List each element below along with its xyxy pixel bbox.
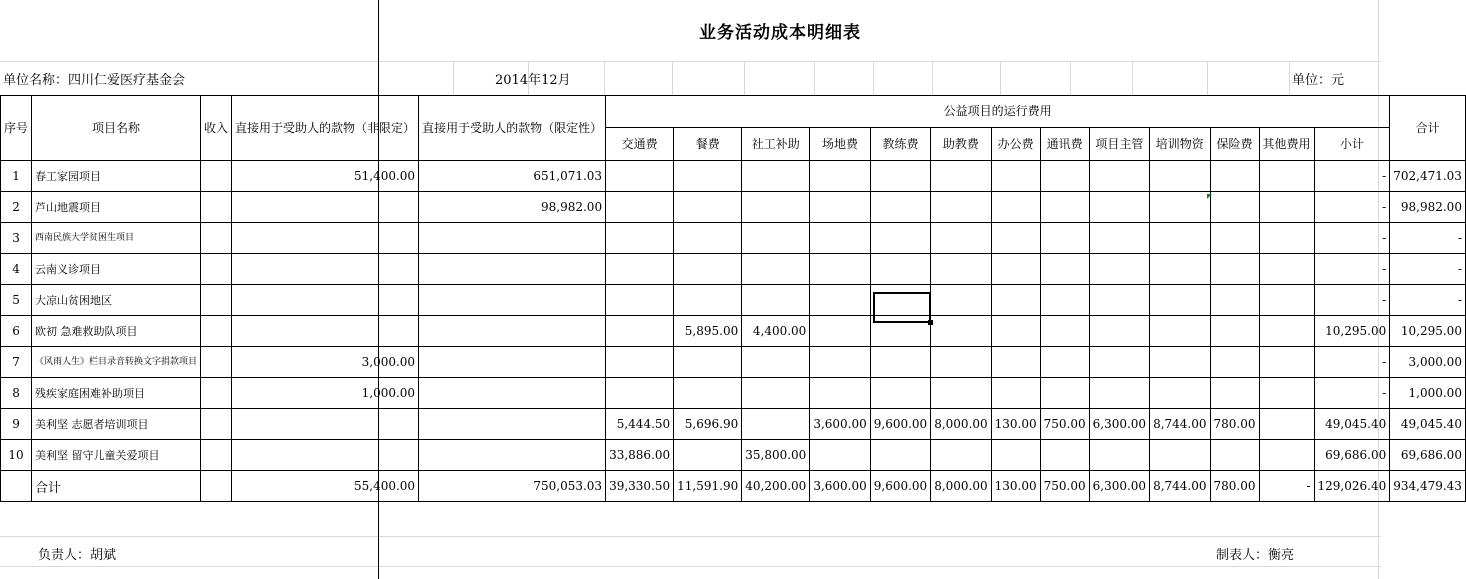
row-cell[interactable]: [1150, 223, 1210, 254]
row-project-name[interactable]: 春工家园项目: [32, 161, 201, 192]
row-cell[interactable]: 9,600.00: [870, 409, 930, 440]
row-project-name[interactable]: 《风雨人生》栏目录音转换文字捐款项目: [32, 347, 201, 378]
row-cell[interactable]: [1210, 161, 1259, 192]
row-cell[interactable]: [810, 440, 870, 471]
row-cell[interactable]: [419, 347, 606, 378]
row-cell[interactable]: [870, 223, 930, 254]
total-cell[interactable]: 750.00: [1040, 471, 1089, 502]
header-direct-unrestricted[interactable]: 直接用于受助人的款物（非限定）: [232, 96, 419, 161]
row-cell[interactable]: [606, 192, 674, 223]
total-cell[interactable]: 9,600.00: [870, 471, 930, 502]
row-cell[interactable]: [1210, 347, 1259, 378]
table-row: [1, 347, 1466, 378]
row-cell[interactable]: [931, 223, 991, 254]
total-cell[interactable]: 39,330.50: [606, 471, 674, 502]
row-cell[interactable]: -: [1314, 285, 1390, 316]
gridline: [453, 61, 454, 95]
row-cell[interactable]: [991, 161, 1040, 192]
table-row: [1, 378, 1466, 409]
row-cell[interactable]: [1040, 223, 1089, 254]
header-sub-12[interactable]: 小计: [1314, 128, 1390, 161]
gridline: [932, 61, 933, 95]
row-cell[interactable]: [991, 347, 1040, 378]
total-cell[interactable]: [201, 471, 232, 502]
row-cell[interactable]: [1040, 254, 1089, 285]
row-cell[interactable]: 98,982.00: [419, 192, 606, 223]
row-cell[interactable]: [870, 254, 930, 285]
row-cell[interactable]: [606, 161, 674, 192]
row-cell[interactable]: [201, 254, 232, 285]
row-cell[interactable]: [232, 254, 419, 285]
header-sub-7[interactable]: 通讯费: [1040, 128, 1089, 161]
total-cell[interactable]: 3,600.00: [810, 471, 870, 502]
row-cell[interactable]: [1259, 192, 1314, 223]
row-cell[interactable]: [870, 440, 930, 471]
row-cell[interactable]: [991, 285, 1040, 316]
row-cell[interactable]: [201, 409, 232, 440]
row-cell[interactable]: -: [1390, 254, 1466, 285]
row-cell[interactable]: [201, 285, 232, 316]
row-cell[interactable]: [1089, 254, 1149, 285]
header-income[interactable]: 收入: [201, 96, 232, 161]
row-cell[interactable]: [1259, 316, 1314, 347]
table-row: [1, 192, 1466, 223]
row-cell[interactable]: [674, 254, 742, 285]
currency-unit: 单位：元: [1292, 73, 1345, 88]
row-cell[interactable]: [810, 161, 870, 192]
preparer: 制表人：衡亮: [1216, 548, 1295, 563]
header-sub-0[interactable]: 交通费: [606, 128, 674, 161]
row-cell[interactable]: [1259, 409, 1314, 440]
row-cell[interactable]: [742, 378, 810, 409]
total-cell[interactable]: 8,000.00: [931, 471, 991, 502]
row-cell[interactable]: [201, 440, 232, 471]
row-cell[interactable]: [1089, 378, 1149, 409]
row-cell[interactable]: [931, 192, 991, 223]
header-sub-1[interactable]: 餐费: [674, 128, 742, 161]
header-sub-6[interactable]: 办公费: [991, 128, 1040, 161]
total-cell[interactable]: 40,200.00: [742, 471, 810, 502]
row-cell[interactable]: [1040, 161, 1089, 192]
total-cell[interactable]: 780.00: [1210, 471, 1259, 502]
row-cell[interactable]: [1089, 316, 1149, 347]
row-cell[interactable]: [201, 347, 232, 378]
row-cell[interactable]: [419, 254, 606, 285]
row-cell[interactable]: [810, 347, 870, 378]
frozen-pane-divider: [378, 0, 379, 579]
total-seq[interactable]: [1, 471, 32, 502]
total-label[interactable]: 合计: [32, 471, 201, 502]
row-cell[interactable]: [742, 254, 810, 285]
cost-detail-table: [0, 95, 1466, 502]
row-cell[interactable]: [1259, 347, 1314, 378]
row-project-name[interactable]: 西南民族大学贫困生项目: [32, 223, 201, 254]
row-cell[interactable]: [1040, 316, 1089, 347]
row-cell[interactable]: 651,071.03: [419, 161, 606, 192]
row-cell[interactable]: 98,982.00: [1390, 192, 1466, 223]
table-row: [1, 254, 1466, 285]
gridline: [0, 536, 1381, 537]
gridline: [1289, 61, 1290, 95]
row-cell[interactable]: -: [1314, 378, 1390, 409]
row-cell[interactable]: [931, 347, 991, 378]
header-sub-9[interactable]: 培训物资: [1150, 128, 1210, 161]
row-cell[interactable]: 3,000.00: [232, 347, 419, 378]
row-cell[interactable]: [201, 378, 232, 409]
row-cell[interactable]: [1210, 378, 1259, 409]
row-cell[interactable]: [931, 440, 991, 471]
row-cell[interactable]: [232, 285, 419, 316]
report-period: 2014年12月: [495, 73, 571, 88]
row-cell[interactable]: [1040, 285, 1089, 316]
header-sub-8[interactable]: 项目主管: [1089, 128, 1149, 161]
row-cell[interactable]: [1089, 440, 1149, 471]
row-cell[interactable]: [810, 378, 870, 409]
gridline: [672, 61, 673, 95]
row-project-name[interactable]: 残疾家庭困难补助项目: [32, 378, 201, 409]
row-seq[interactable]: 5: [1, 285, 32, 316]
row-cell[interactable]: [232, 440, 419, 471]
gridline: [744, 61, 745, 95]
row-cell[interactable]: [232, 223, 419, 254]
row-cell[interactable]: [870, 192, 930, 223]
row-cell[interactable]: [870, 347, 930, 378]
row-cell[interactable]: [991, 378, 1040, 409]
row-cell[interactable]: [931, 254, 991, 285]
row-cell[interactable]: [674, 440, 742, 471]
table-row: [1, 440, 1466, 471]
row-cell[interactable]: [232, 316, 419, 347]
row-seq[interactable]: 2: [1, 192, 32, 223]
row-cell[interactable]: [1150, 347, 1210, 378]
row-cell[interactable]: [606, 378, 674, 409]
row-cell[interactable]: 51,400.00: [232, 161, 419, 192]
row-cell[interactable]: -: [1314, 347, 1390, 378]
row-cell[interactable]: -: [1314, 192, 1390, 223]
gridline: [0, 61, 1381, 62]
row-cell[interactable]: [1040, 440, 1089, 471]
row-cell[interactable]: 5,895.00: [674, 316, 742, 347]
report-title: 业务活动成本明细表: [699, 23, 861, 43]
responsible-person: 负责人：胡斌: [38, 548, 117, 563]
row-cell[interactable]: 6,300.00: [1089, 409, 1149, 440]
table-row: [1, 409, 1466, 440]
row-seq[interactable]: 1: [1, 161, 32, 192]
gridline: [1070, 61, 1071, 95]
row-cell[interactable]: [1259, 223, 1314, 254]
row-cell[interactable]: [742, 285, 810, 316]
row-cell[interactable]: [419, 316, 606, 347]
row-cell[interactable]: [870, 378, 930, 409]
total-cell[interactable]: 750,053.03: [419, 471, 606, 502]
row-cell[interactable]: [1089, 223, 1149, 254]
row-cell[interactable]: 69,686.00: [1314, 440, 1390, 471]
row-cell[interactable]: -: [1314, 223, 1390, 254]
row-cell[interactable]: [931, 378, 991, 409]
row-seq[interactable]: 9: [1, 409, 32, 440]
row-cell[interactable]: [1259, 378, 1314, 409]
row-cell[interactable]: [1089, 347, 1149, 378]
header-sub-2[interactable]: 社工补助: [742, 128, 810, 161]
header-direct-restricted[interactable]: 直接用于受助人的款物（限定性）: [419, 96, 606, 161]
row-seq[interactable]: 3: [1, 223, 32, 254]
row-cell[interactable]: 33,886.00: [606, 440, 674, 471]
row-cell[interactable]: 4,400.00: [742, 316, 810, 347]
row-cell[interactable]: [991, 223, 1040, 254]
row-cell[interactable]: [991, 254, 1040, 285]
row-cell[interactable]: [1150, 254, 1210, 285]
row-cell[interactable]: 3,000.00: [1390, 347, 1466, 378]
row-cell[interactable]: [1210, 192, 1259, 223]
header-operating-costs[interactable]: 公益项目的运行费用: [606, 96, 1390, 128]
header-total[interactable]: 合计: [1390, 96, 1466, 161]
row-cell[interactable]: [606, 347, 674, 378]
row-cell[interactable]: [1040, 347, 1089, 378]
total-cell[interactable]: -: [1259, 471, 1314, 502]
row-cell[interactable]: [742, 409, 810, 440]
row-seq[interactable]: 7: [1, 347, 32, 378]
row-cell[interactable]: [1040, 192, 1089, 223]
row-cell[interactable]: [1259, 285, 1314, 316]
gridline: [604, 61, 605, 95]
header-sub-5[interactable]: 助教费: [931, 128, 991, 161]
row-cell[interactable]: [1040, 378, 1089, 409]
row-cell[interactable]: 702,471.03: [1390, 161, 1466, 192]
row-cell[interactable]: [742, 192, 810, 223]
total-cell[interactable]: 934,479.43: [1390, 471, 1466, 502]
row-cell[interactable]: [674, 347, 742, 378]
row-cell[interactable]: 750.00: [1040, 409, 1089, 440]
row-cell[interactable]: [1259, 254, 1314, 285]
row-cell[interactable]: [201, 161, 232, 192]
row-cell[interactable]: [810, 285, 870, 316]
row-cell[interactable]: 10,295.00: [1314, 316, 1390, 347]
row-cell[interactable]: [1210, 316, 1259, 347]
row-cell[interactable]: [1089, 285, 1149, 316]
row-cell[interactable]: 8,744.00: [1150, 409, 1210, 440]
row-cell[interactable]: [1150, 192, 1210, 223]
row-cell[interactable]: 3,600.00: [810, 409, 870, 440]
row-cell[interactable]: -: [1390, 223, 1466, 254]
row-cell[interactable]: [606, 285, 674, 316]
row-cell[interactable]: 35,800.00: [742, 440, 810, 471]
header-sub-10[interactable]: 保险费: [1210, 128, 1259, 161]
gridline: [1132, 61, 1133, 95]
row-cell[interactable]: [1089, 161, 1149, 192]
row-cell[interactable]: [674, 192, 742, 223]
row-project-name[interactable]: 欧初 急难救助队项目: [32, 316, 201, 347]
total-cell[interactable]: 11,591.90: [674, 471, 742, 502]
row-cell[interactable]: [674, 378, 742, 409]
row-cell[interactable]: [201, 192, 232, 223]
row-cell[interactable]: -: [1314, 254, 1390, 285]
row-cell[interactable]: [201, 223, 232, 254]
row-cell[interactable]: 1,000.00: [1390, 378, 1466, 409]
table-row: [1, 223, 1466, 254]
row-cell[interactable]: 130.00: [991, 409, 1040, 440]
row-cell[interactable]: [419, 223, 606, 254]
row-cell[interactable]: [931, 285, 991, 316]
row-project-name[interactable]: 云南义诊项目: [32, 254, 201, 285]
table-row: [1, 161, 1466, 192]
row-cell[interactable]: [419, 378, 606, 409]
row-project-name[interactable]: 美利坚 志愿者培训项目: [32, 409, 201, 440]
gridline: [814, 61, 815, 95]
row-cell[interactable]: [1259, 161, 1314, 192]
unit-name: 单位名称：四川仁爱医疗基金会: [3, 73, 186, 88]
row-cell[interactable]: [1259, 440, 1314, 471]
row-cell[interactable]: [810, 192, 870, 223]
row-cell[interactable]: [1210, 440, 1259, 471]
row-cell[interactable]: 69,686.00: [1390, 440, 1466, 471]
row-cell[interactable]: [810, 254, 870, 285]
row-cell[interactable]: [742, 161, 810, 192]
row-cell[interactable]: [674, 223, 742, 254]
gridline: [1207, 61, 1208, 95]
row-cell[interactable]: [742, 347, 810, 378]
row-cell[interactable]: [606, 254, 674, 285]
row-cell[interactable]: 5,696.90: [674, 409, 742, 440]
header-sub-3[interactable]: 场地费: [810, 128, 870, 161]
row-cell[interactable]: 8,000.00: [931, 409, 991, 440]
gridline: [873, 61, 874, 95]
row-cell[interactable]: [674, 161, 742, 192]
header-project[interactable]: 项目名称: [32, 96, 201, 161]
row-cell[interactable]: [1150, 285, 1210, 316]
row-cell[interactable]: -: [1314, 161, 1390, 192]
row-cell[interactable]: [931, 316, 991, 347]
row-project-name[interactable]: 美利坚 留守儿童关爱项目: [32, 440, 201, 471]
row-cell[interactable]: 780.00: [1210, 409, 1259, 440]
header-seq[interactable]: 序号: [1, 96, 32, 161]
total-cell[interactable]: 130.00: [991, 471, 1040, 502]
row-cell[interactable]: [1210, 223, 1259, 254]
row-seq[interactable]: 4: [1, 254, 32, 285]
cell-comment-marker: [1207, 194, 1212, 199]
row-seq[interactable]: 8: [1, 378, 32, 409]
row-cell[interactable]: 49,045.40: [1390, 409, 1466, 440]
row-cell[interactable]: [232, 409, 419, 440]
row-project-name[interactable]: 芦山地震项目: [32, 192, 201, 223]
total-row: [1, 471, 1466, 502]
table-row: [1, 285, 1466, 316]
total-cell[interactable]: 55,400.00: [232, 471, 419, 502]
row-cell[interactable]: [419, 409, 606, 440]
row-cell[interactable]: [991, 192, 1040, 223]
row-cell[interactable]: [1089, 192, 1149, 223]
gridline: [1000, 61, 1001, 95]
row-cell[interactable]: [1210, 254, 1259, 285]
row-cell[interactable]: [606, 223, 674, 254]
row-cell[interactable]: [991, 440, 1040, 471]
row-cell[interactable]: [810, 223, 870, 254]
row-cell[interactable]: [991, 316, 1040, 347]
row-cell[interactable]: [870, 161, 930, 192]
row-cell[interactable]: 49,045.40: [1314, 409, 1390, 440]
row-cell[interactable]: [931, 161, 991, 192]
row-cell[interactable]: [201, 316, 232, 347]
row-cell[interactable]: [1150, 161, 1210, 192]
row-project-name[interactable]: 大凉山贫困地区: [32, 285, 201, 316]
row-cell[interactable]: [232, 192, 419, 223]
row-cell[interactable]: [1150, 440, 1210, 471]
row-cell[interactable]: [810, 316, 870, 347]
row-cell[interactable]: [419, 285, 606, 316]
row-cell[interactable]: [1210, 285, 1259, 316]
row-seq[interactable]: 10: [1, 440, 32, 471]
total-cell[interactable]: 129,026.40: [1314, 471, 1390, 502]
header-sub-4[interactable]: 教练费: [870, 128, 930, 161]
row-cell[interactable]: 10,295.00: [1390, 316, 1466, 347]
selected-cell[interactable]: [873, 292, 931, 323]
gridline: [0, 566, 1381, 567]
row-cell[interactable]: [419, 440, 606, 471]
row-seq[interactable]: 6: [1, 316, 32, 347]
total-cell[interactable]: 8,744.00: [1150, 471, 1210, 502]
header-sub-11[interactable]: 其他费用: [1259, 128, 1314, 161]
total-cell[interactable]: 6,300.00: [1089, 471, 1149, 502]
row-cell[interactable]: [742, 223, 810, 254]
row-cell[interactable]: [1150, 378, 1210, 409]
table-row: [1, 316, 1466, 347]
row-cell[interactable]: [674, 285, 742, 316]
row-cell[interactable]: [606, 316, 674, 347]
row-cell[interactable]: 1,000.00: [232, 378, 419, 409]
row-cell[interactable]: [1150, 316, 1210, 347]
row-cell[interactable]: -: [1390, 285, 1466, 316]
row-cell[interactable]: 5,444.50: [606, 409, 674, 440]
